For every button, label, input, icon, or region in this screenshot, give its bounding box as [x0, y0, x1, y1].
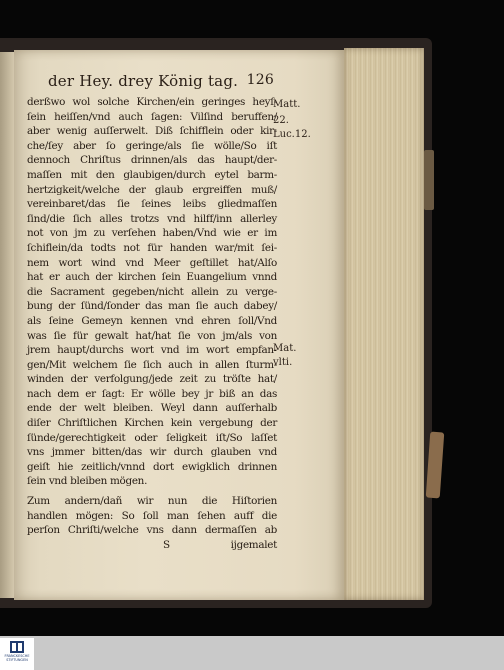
- text-line: jrem haupt/durchs wort vnd im wort empfan-: [27, 344, 277, 357]
- margin-note: Luc.12.: [273, 129, 311, 140]
- viewer-bottom-bar: [0, 636, 504, 670]
- binding-strap: [424, 150, 434, 210]
- running-head-title: der Hey. drey König tag.: [48, 72, 239, 90]
- margin-note: Mat.: [273, 343, 297, 354]
- text-line: was ſie für gewalt hat/hat ſie von jm/als von: [27, 329, 277, 342]
- text-line: perſon Chriſti/welche vns dann dermaſſen ab: [27, 524, 277, 537]
- folio-number: 126: [246, 72, 274, 88]
- text-line: Zum andern/dañ wir nun die Hiſtorien: [27, 495, 277, 508]
- text-line: derßwo wol solche Kirchen/ein geringes heyſ-: [27, 96, 277, 108]
- text-line: nem wort wind vnd Meer geſtillet hat/Alſo: [27, 256, 277, 269]
- text-line: che/ſey aber ſo geringe/als ſie wölle/So iſt: [27, 139, 277, 152]
- text-line: ſind/die ſich alles trotzs vnd hilff/inn allerley: [27, 212, 277, 225]
- margin-note: vlti.: [273, 357, 293, 368]
- text-line: bung der ſünd/ſonder das man ſie auch dabey/: [27, 300, 277, 313]
- text-line: diſer Chriſtlichen Kirchen kein vergebung der: [27, 417, 277, 430]
- text-line: aber wenig auſſerwelt. Diß ſchifflein oder kir-: [27, 125, 277, 138]
- text-line: gen/Mit welchem ſie ſich auch in allen ſturm-: [27, 358, 277, 371]
- text-line: ende der welt bleiben. Weyl dann auſſerhalb: [27, 402, 277, 415]
- text-line: ſein heiſſen/vnd auch ſagen: Vilſind beruffen/: [27, 110, 277, 123]
- library-logo-icon: [9, 640, 25, 654]
- text-line: als ſeine Gemeyn kennen vnd ehren ſoll/Vnd: [27, 314, 277, 327]
- page-block-fore-edge: [344, 48, 424, 600]
- text-line: ſünde/gerechtigkeit oder ſeligkeit iſt/So laſſet: [27, 431, 277, 444]
- text-line: vereinbaret/das ſie ſeines leibs gliedmaſſen: [27, 198, 277, 211]
- signature-mark: S ij: [163, 538, 237, 551]
- text-line: ſein vnd bleiben mögen.: [27, 475, 148, 488]
- text-line: hat er auch der kirchen ſein Euangelium vnnd: [27, 271, 277, 284]
- text-line: not von jm zu verſehen haben/Vnd wie er im: [27, 227, 277, 240]
- running-head: [48, 72, 274, 90]
- margin-note: Matt.: [273, 99, 301, 110]
- margin-note: 22.: [273, 115, 289, 126]
- catchline: [27, 538, 277, 553]
- text-line: ſchiflein/da todts not für handen war/mit ſei-: [27, 241, 277, 254]
- previous-page-edge: [0, 52, 14, 598]
- text-line: winden der verfolgung/jede zeit zu tröſte hat/: [27, 373, 277, 386]
- text-line: handlen mögen: So ſoll man ſehen auff die: [27, 509, 277, 522]
- text-line: hertzigkeit/welche der glaub ergreiffen muß/: [27, 183, 277, 196]
- text-line: dennoch Chriſtus drinnen/als das haupt/der-: [27, 154, 277, 167]
- text-line: maſſen mit den glaubigen/durch eytel barm-: [27, 168, 277, 181]
- text-line: die Sacrament gegeben/nicht allein zu verge-: [27, 285, 277, 298]
- text-line: vns jmmer bitten/das wir durch glauben vnd: [27, 446, 277, 459]
- text-line: nach dem er ſagt: Er wölle bey jr biß an das: [27, 387, 277, 400]
- library-logo: [0, 638, 34, 670]
- catchword: gemalet: [236, 538, 277, 551]
- text-line: geiſt hie zeitlich/vnnd dort ewigklich drinnen: [27, 460, 277, 473]
- library-logo-lettering: FRANCKESCHE STIFTUNGEN: [4, 654, 30, 662]
- main-text-block: [27, 95, 277, 552]
